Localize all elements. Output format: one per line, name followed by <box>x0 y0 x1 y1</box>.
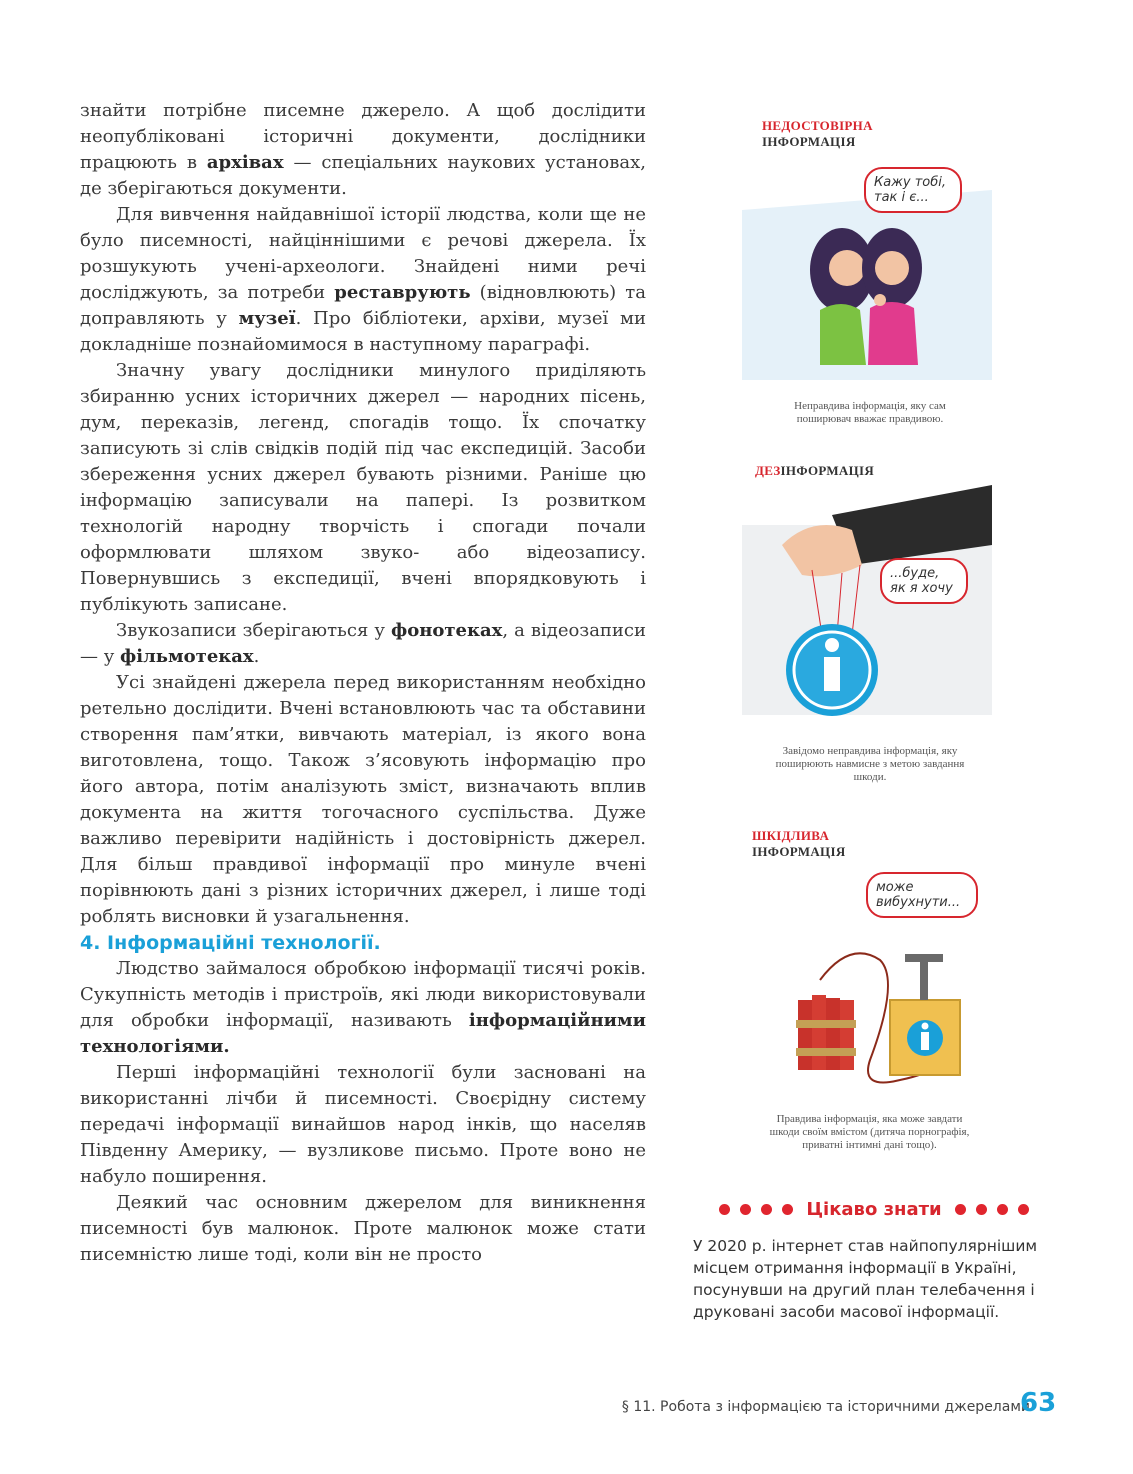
paragraph: Людство займалося обробкою інформації тисячі років. Сукупність методів і пристроїв, які люди використовували для обробки інформації, називають інформаційними технологіями. <box>80 958 646 1057</box>
caption: Правдива інформація, яка може завдати шкоди своїм вмістом (дитяча порнографія, приватні інтимні дані тощо). <box>769 1113 970 1151</box>
puppet-hand-illustration <box>742 485 992 725</box>
fact-title-text: Цікаво знати <box>806 1198 942 1220</box>
label-disinformation: ДЕЗІНФОРМАЦІЯ <box>755 463 875 478</box>
paragraph: Усі знайдені джерела перед використанням необхідно ретельно дослідити. Вчені встановлюють час та обставини створення пам’ятки, вивчають матеріал, із якого вона виготовлена, тощо. Також з’ясовують інформацію про його автора, потім аналізують зміст, визначають вплив документа на життя тогочасного суспільства. Дуже важливо перевірити надійність і достовірність джерел. Для більш правдивої інформації про минуле вчені порівнюють дані з різних історичних джерел, і лише тоді роблять висновки й узагальнення. <box>80 672 646 927</box>
speech-bubble: ...буде, як я хочу <box>880 558 968 604</box>
fact-box-title <box>693 1196 1055 1222</box>
speech-bubble: може вибухнути... <box>866 872 978 918</box>
fact-box-text: У 2020 р. інтернет став найпопулярнішим місцем отримання інформації в Україні, посунувши на другий план телебачення і друковані засоби масової інформації. <box>693 1237 1038 1321</box>
page-number: 63 <box>1020 1388 1057 1418</box>
dynamite-illustration <box>790 940 980 1090</box>
decorative-dots <box>950 1199 1034 1220</box>
paragraph: Деякий час основним джерелом для виникнення писемності був малюнок. Проте малюнок може стати писемністю лише тоді, коли він не просто <box>80 1192 646 1265</box>
section-heading: 4. Інформаційні технології. <box>80 932 381 954</box>
paragraph: Значну увагу дослідники минулого приділяють збиранню усних історичних джерел — народних пісень, дум, переказів, легенд, спогадів тощо. Їх спочатку записують зі слів свідків подій під час експедицій. Засоби збереження усних джерел бувають різними. Раніше цю інформацію записували на папері. Із розвитком технологій народну творчість і спогади почали оформлювати шляхом звуко- або відеозапису. Повернувшись з експедиції, вчені впорядковують і публікують записане. <box>80 360 646 615</box>
running-footer: § 11. Робота з інформацією та історичними джерелами <box>621 1399 1030 1415</box>
decorative-dots <box>714 1199 798 1220</box>
main-text-column <box>80 98 646 1268</box>
caption: Завідомо неправдива інформація, яку поширюють навмисне з метою завдання шкоди. <box>775 745 965 783</box>
label-misinformation: НЕДОСТОВІРНА ІНФОРМАЦІЯ <box>762 118 873 149</box>
paragraph: знайти потрібне писемне джерело. А щоб дослідити неопубліковані історичні документи, дослідники працюють в архівах — спеціальних наукових установах, де зберігаються документи. <box>80 100 646 199</box>
caption: Неправдива інформація, яку сам поширювач вважає правдивою. <box>794 400 946 425</box>
speech-bubble: Кажу тобі, так і є... <box>864 167 962 213</box>
paragraph: Звукозаписи зберігаються у фонотеках, а відеозаписи — у фільмотеках. <box>80 620 646 667</box>
label-harmful-information: ШКІДЛИВА ІНФОРМАЦІЯ <box>752 828 846 859</box>
paragraph: Перші інформаційні технології були засновані на використанні лічби й писемності. Своєрідну систему передачі інформації винайшов народ інків, що населяв Південну Америку, — вузликове письмо. Проте воно не набуло поширення. <box>80 1062 646 1187</box>
paragraph: Для вивчення найдавнішої історії людства, коли ще не було писемності, найціннішими є речові джерела. Їх розшукують учені-археологи. Знайдені ними речі досліджують, за потреби реставрують (відновлюють) та доправляють у музеї. Про бібліотеки, архіви, музеї ми докладніше познайомимося в наступному параграфі. <box>80 204 646 355</box>
